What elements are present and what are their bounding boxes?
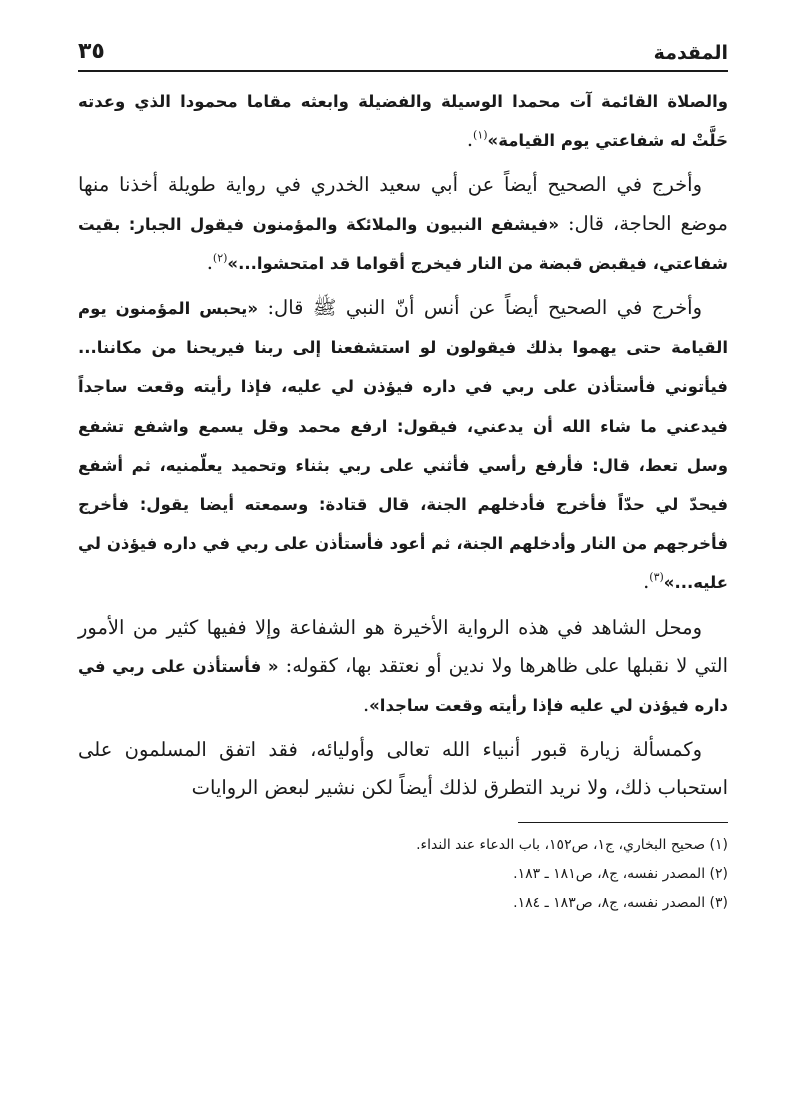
chapter-title: المقدمة <box>653 42 728 64</box>
period: . <box>362 693 370 717</box>
paragraph-text: وأخرج في الصحيح أيضاً عن أبي سعيد الخدري في رواية طويلة أخذنا منها موضع الحاجة، قال: <box>78 173 728 235</box>
paragraph-2 <box>78 166 728 283</box>
hadith-quote: والصلاة القائمة آت محمدا الوسيلة والفضيلة وابعثه مقاما محمودا الذي وعدته حَلَّتْ له شفاعتي يوم القيامة» <box>78 92 728 151</box>
book-page <box>78 22 728 918</box>
period: . <box>206 250 213 274</box>
footnote-2: (٢) المصدر نفسه، ج٨، ص١٨١ ـ ١٨٣. <box>513 865 728 882</box>
hadith-quote: « فأستأذن على ربي في داره فيؤذن لي عليه فإذا رأيته وقعت ساجدا» <box>78 656 728 716</box>
footnotes <box>78 831 728 918</box>
paragraph-text: ومحل الشاهد في هذه الرواية الأخيرة هو الشفاعة وإلا ففيها كثير من الأمور التي لا نقبلها على ظاهرها ولا ندين أو نعتقد بها، كقوله: <box>78 615 728 677</box>
paragraph-text: وأخرج في الصحيح أيضاً عن أنس أنّ النبي ﷺ قال: <box>258 296 702 320</box>
footnote-ref-2: (٢) <box>212 251 228 265</box>
footnote-1: (١) صحيح البخاري، ج١، ص١٥٢، باب الدعاء عند النداء. <box>416 836 728 853</box>
page-number: ٣٥ <box>78 39 105 64</box>
paragraph-4 <box>78 609 728 726</box>
paragraph-1 <box>78 82 728 160</box>
hadith-quote: «فيشفع النبيون والملائكة والمؤمنون فيقول الجبار: بقيت شفاعتي، فيقبض قبضة من النار فيخرج أقواما قد امتحشوا...» <box>78 214 728 273</box>
period: . <box>643 570 650 594</box>
paragraph-text: وكمسألة زيارة قبور أنبياء الله تعالى وأوليائه، فقد اتفق المسلمون على استحباب ذلك، ولا نريد التطرق لذلك أيضاً لكن نشير لبعض الروايات <box>78 738 728 800</box>
hadith-quote: «يحبس المؤمنون يوم القيامة حتى يهموا بذلك فيقولون لو استشفعنا إلى ربنا فيريحنا من مكاننا... فيأتوني فأستأذن على ربي في داره فيؤذن لي عليه، فإذا رأيته وقعت ساجداً فيدعني ما شاء الله أن يدعني، فيقول: ارفع محمد وقل يسمع واشفع تشفع وسل تعط، قال: فأرفع رأسي فأثني على ربي بثناء وتحميد يعلّمنيه، ثم أشفع فيحدّ لي حدّاً فأخرج فأدخلهم الجنة، قال قتادة: وسمعته أيضا يقول: فأخرج فأخرجهم من النار وأدخلهم الجنة، ثم أعود فأستأذن على ربي في داره فيؤذن لي عليه...» <box>78 299 728 593</box>
footnote-rule <box>518 822 728 823</box>
body-text <box>78 82 728 808</box>
paragraph-3 <box>78 289 728 603</box>
footnote-3: (٣) المصدر نفسه، ج٨، ص١٨٣ ـ ١٨٤. <box>513 894 728 911</box>
paragraph-5 <box>78 731 728 807</box>
footnote-ref-3: (٣) <box>649 570 664 584</box>
footnote-ref-1: (١) <box>473 128 488 142</box>
running-header <box>78 22 728 64</box>
period: . <box>466 128 474 152</box>
header-rule <box>78 70 728 72</box>
